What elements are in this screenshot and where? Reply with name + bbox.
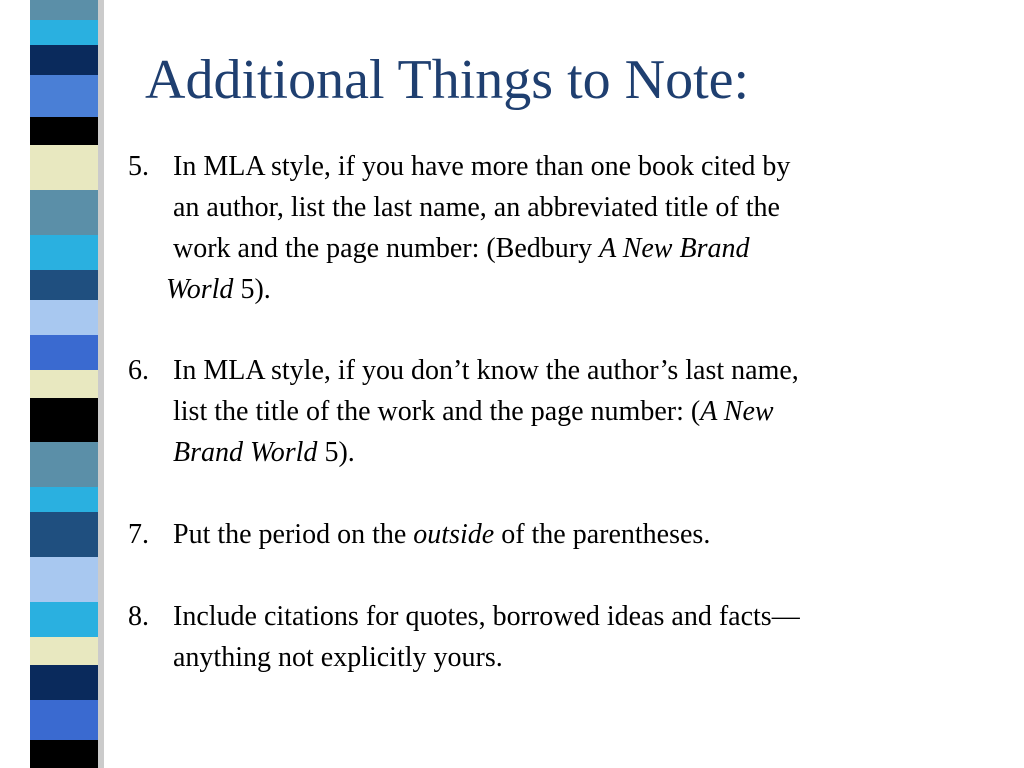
stripe-band	[30, 442, 98, 487]
stripe-band	[30, 335, 98, 370]
stripe-band	[30, 117, 98, 145]
item-line: an author, list the last name, an abbreviated title of the	[173, 192, 780, 223]
item-line	[173, 514, 968, 555]
stripe-band	[30, 300, 98, 335]
item-number: 5.	[128, 151, 149, 182]
item-line	[173, 228, 968, 269]
stripe-band	[30, 487, 98, 512]
text-span: 5).	[233, 274, 271, 305]
item-line: anything not explicitly yours.	[173, 642, 503, 673]
text-span: list the title of the work and the page number: (	[173, 396, 701, 427]
book-title: Brand World	[173, 437, 318, 468]
list-item	[128, 146, 968, 310]
item-text	[128, 350, 968, 473]
book-title: A New	[700, 396, 774, 427]
item-text	[128, 514, 968, 555]
list-item	[128, 514, 968, 555]
item-text	[128, 146, 968, 310]
list-item	[128, 350, 968, 473]
stripe-band	[30, 700, 98, 740]
stripe-band	[30, 75, 98, 117]
book-title: World	[166, 274, 234, 305]
item-line	[173, 432, 968, 473]
stripe-band	[30, 270, 98, 300]
list-item	[128, 596, 968, 678]
stripe-band	[30, 0, 98, 20]
item-text	[128, 596, 968, 678]
stripe-band	[30, 190, 98, 235]
stripe-band	[30, 637, 98, 665]
item-line	[166, 269, 968, 310]
text-span: of the parentheses.	[494, 519, 711, 550]
item-number: 7.	[128, 519, 149, 550]
stripe-band	[30, 398, 98, 442]
item-line	[173, 391, 968, 432]
stripe-band	[30, 665, 98, 700]
decorative-stripe	[30, 0, 98, 768]
text-span: Put the period on the	[173, 519, 414, 550]
stripe-band	[30, 235, 98, 270]
slide-title: Additional Things to Note:	[145, 49, 750, 111]
text-span: work and the page number: (Bedbury	[173, 233, 600, 264]
stripe-band	[30, 740, 98, 768]
stripe-band	[30, 145, 98, 190]
stripe-band	[30, 602, 98, 637]
item-line: Include citations for quotes, borrowed ideas and facts—	[173, 601, 800, 632]
item-number: 8.	[128, 601, 149, 632]
item-number: 6.	[128, 355, 149, 386]
stripe-band	[30, 370, 98, 398]
stripe-band	[30, 20, 98, 45]
stripe-band	[30, 45, 98, 75]
text-span: 5).	[317, 437, 355, 468]
stripe-band	[30, 512, 98, 557]
emphasis: outside	[413, 519, 495, 550]
book-title: A New Brand	[599, 233, 750, 264]
stripe-band	[30, 557, 98, 602]
item-line: In MLA style, if you have more than one book cited by	[173, 151, 791, 182]
item-line: In MLA style, if you don’t know the author’s last name,	[173, 355, 799, 386]
